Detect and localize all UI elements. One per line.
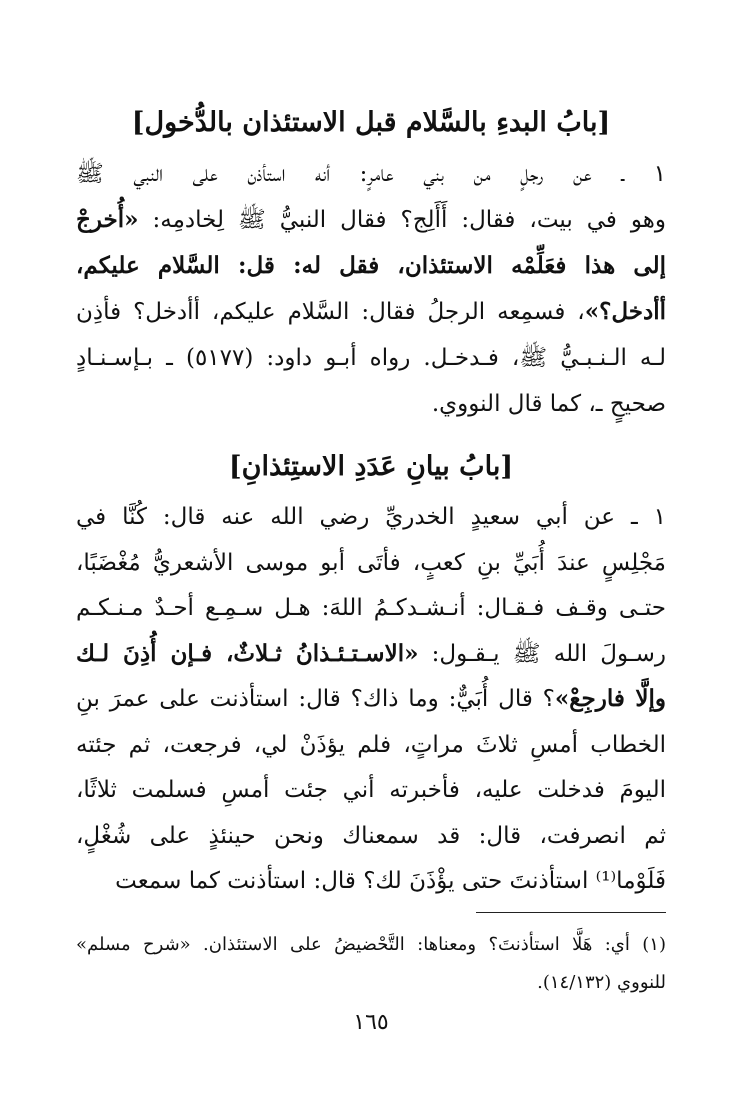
footnote-line: للنووي (١٤/١٣٢).: [537, 972, 666, 993]
section1-line: [76, 336, 666, 380]
section2-text: اليومَ فدخلت عليه، فأخبرته أني جئت أمسِ فسلمت ثلاثًا،: [76, 777, 666, 803]
footnote-separator: [476, 912, 666, 913]
section2-line: [76, 586, 666, 630]
section1-line: [76, 152, 666, 196]
section2-line: [76, 632, 666, 676]
section2-text: مَجْلِسٍ عندَ أُبَيِّ بنِ كعبٍ، فأتَى أبو موسى الأشعريُّ مُغْضَبًا،: [76, 549, 666, 576]
section2-quote-text: وإلَّا فارجِعْ»: [554, 685, 666, 712]
section2-quote-text: «الاسـتـئـذانُ ثـلاثٌ، فـإن أُذِنَ لـك: [76, 639, 419, 667]
section2-line: [76, 723, 666, 767]
section1-line: [76, 382, 666, 426]
section2-text: الخطاب أمسِ ثلاثَ مراتٍ، فلم يؤذَنْ لي، فرجعت، ثم جئته: [76, 731, 666, 758]
section1-quote-text: «أُخرجْ: [76, 206, 139, 233]
section2-text: رسـولَ الله ﷺ يـقـول:: [418, 640, 667, 667]
section2-text: فَلَوْما⁽¹⁾ استأذنتَ حتى يؤْذَنَ لك؟ قال: استأذنت كما سمعت: [115, 868, 666, 894]
section2-line: [76, 768, 666, 812]
section1-text: وهو في بيت، فقال: أَأَلِج؟ فقال النبيُّ ﷺ لِخادمِه:: [138, 207, 666, 233]
section1-line: [76, 244, 666, 288]
section1-quote-text: إلى هذا فعَلِّمْه الاستئذان، فقل له: قل: السَّلام عليكم،: [76, 252, 666, 279]
section2-text: حتـى وقـف فـقـال: أنـشـدكـمُ اللهَ: هـل سـمِـع أحـدٌ مـنـكـم: [76, 595, 666, 621]
footnote-line: (١) أي: هَلَّا استأذنتَ؟ ومعناها: التَّحْضيضُ على الاستئذان. «شرح مسلم»: [76, 934, 666, 955]
section1-quote-text: أأدخل؟»: [584, 298, 666, 325]
section2-line: [76, 814, 666, 858]
section-heading-greeting-before-entering: [بابُ البدءِ بالسَّلام قبل الاستئذان بالدُّخول]: [131, 107, 611, 138]
section2-line: [76, 495, 666, 539]
section-heading-number-of-permissions: [بابُ بيانِ عَدَدِ الاستِئذانِ]: [228, 451, 514, 482]
section1-text: ، فسمِعه الرجلُ فقال: السَّلام عليكم، أأدخل؟ فأذِن: [76, 299, 585, 325]
section1-text: لـه الـنـبـيُّ ﷺ، فـدخـل. رواه أبـو داود: (٥١٧٧) ـ بـإسـنـادٍ: [76, 345, 667, 371]
section2-line: [76, 677, 666, 721]
section1-text: صحيحٍ ـ، كما قال النووي.: [431, 391, 666, 417]
section2-text: ؟ قال أُبَيٌّ: وما ذاك؟ قال: استأذنت على عمرَ بنِ: [76, 686, 555, 712]
section2-text: ١ ـ عن أبي سعيدٍ الخدريِّ رضي الله عنه قال: كُنَّا في: [76, 504, 666, 530]
page-number: ١٦٥: [353, 1010, 389, 1035]
section1-text: ١ ـ عن رجلٍ من بني عامرٍ: أنه استأذن على النبي ﷺ: [76, 161, 666, 187]
section2-line: [76, 859, 666, 903]
section1-line: [76, 290, 666, 334]
section2-line: [76, 541, 666, 585]
section1-line: [76, 198, 666, 242]
section2-text: ثم انصرفت، قال: قد سمعناك ونحن حينئذٍ على شُغْلٍ،: [76, 822, 666, 849]
